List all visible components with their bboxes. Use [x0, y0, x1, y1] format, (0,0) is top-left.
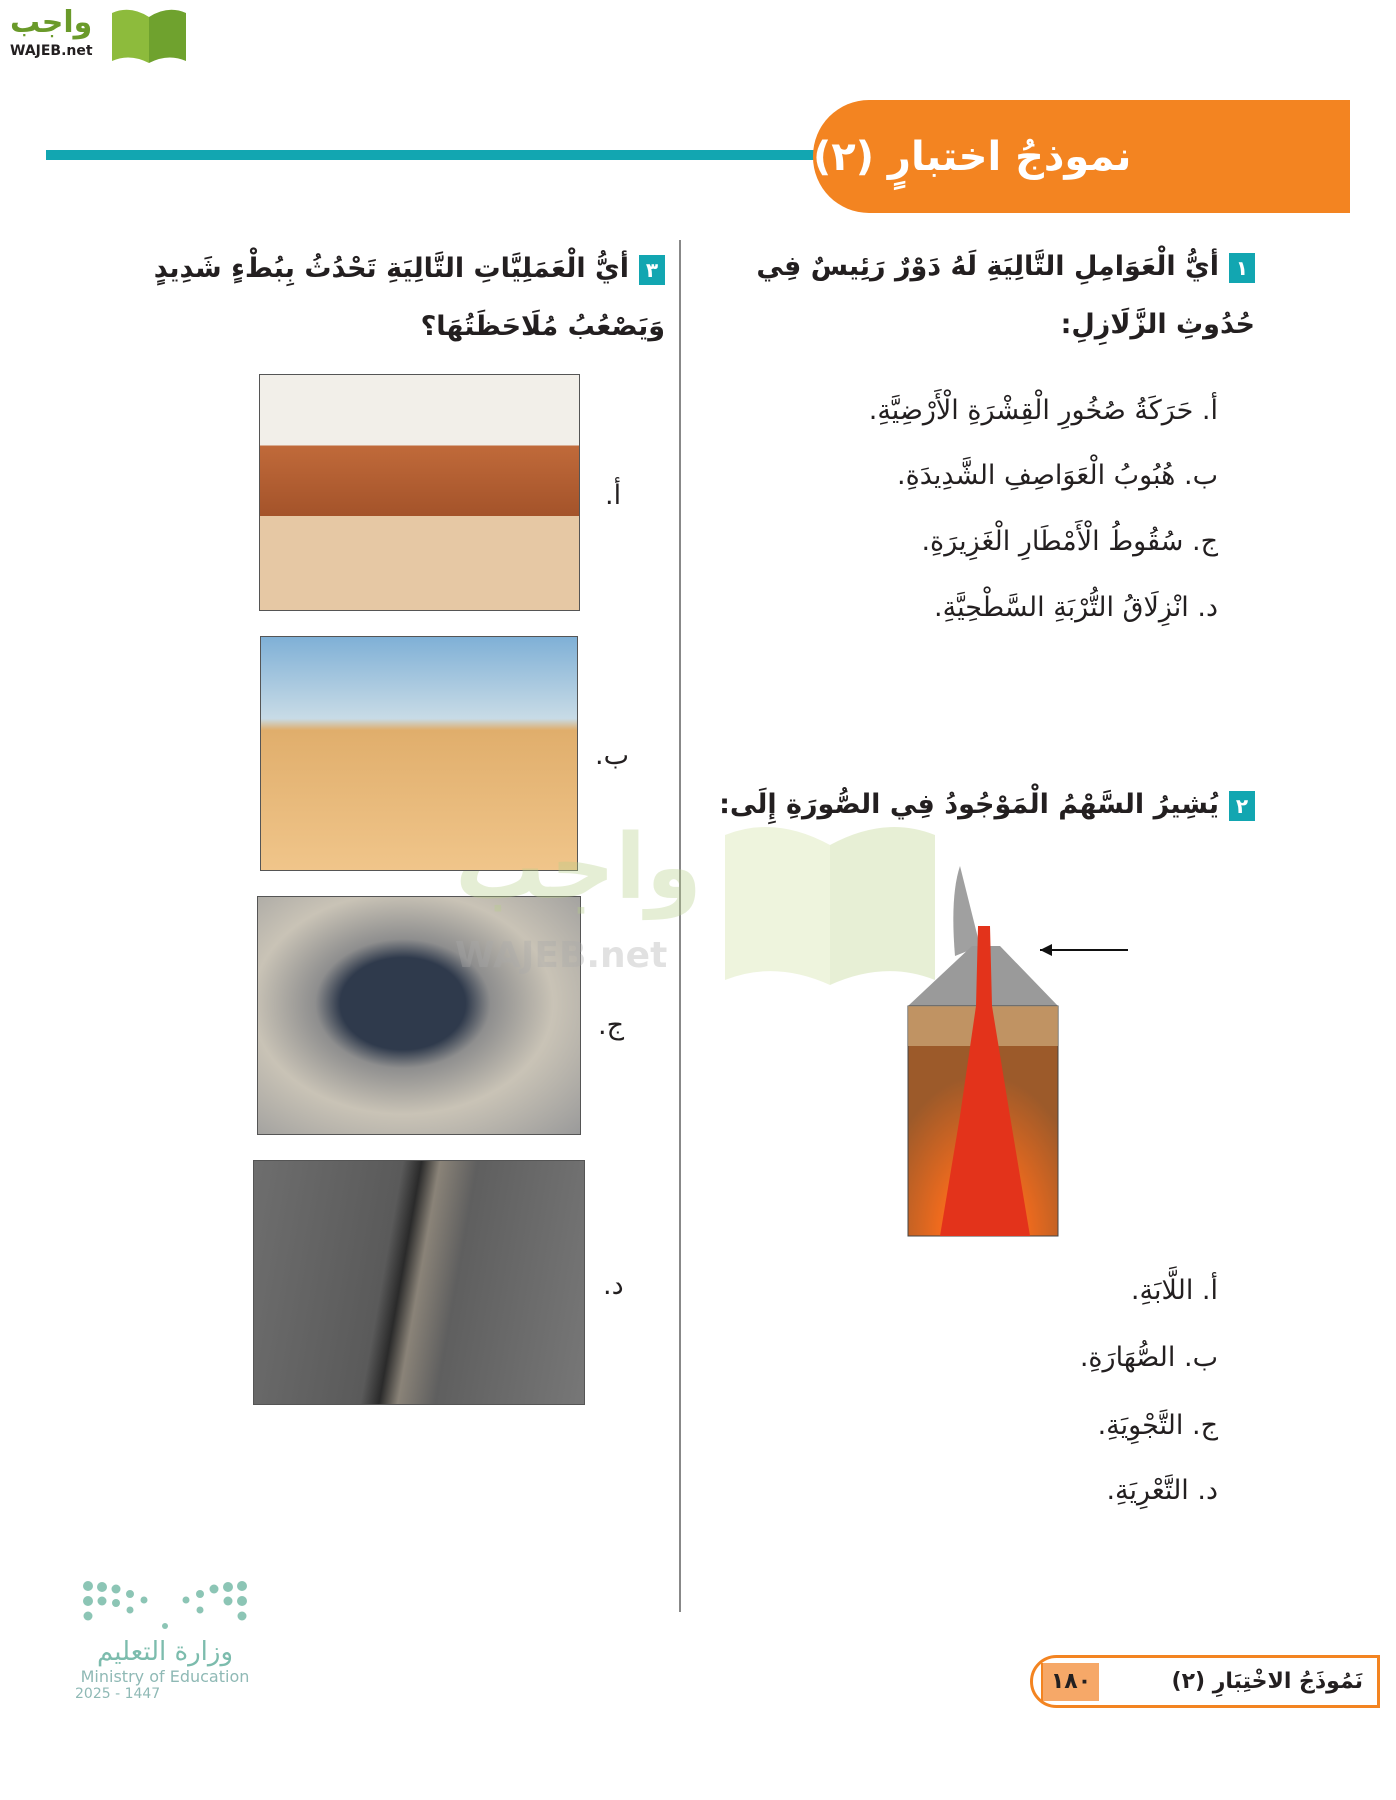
page-number: ١٨٠	[1041, 1663, 1099, 1701]
book-icon	[720, 815, 940, 985]
question-number: ٢	[1229, 791, 1255, 821]
q1-option-a[interactable]: أ. حَرَكَةُ صُخُورِ الْقِشْرَةِ الْأَرْضِيَّةِ.	[868, 395, 1218, 426]
ministry-year: 2025 - 1447	[75, 1686, 161, 1702]
header-rule	[46, 150, 826, 160]
q3-option-d[interactable]: د.	[603, 1270, 624, 1301]
question-text: أيُّ الْعَوَامِلِ التَّالِيَةِ لَهُ دَوْرٌ رَئِيسٌ فِي حُدُوثِ الزَّلَازِلِ:	[756, 251, 1255, 340]
logo-latin: WAJEB.net	[10, 43, 93, 59]
wajeb-logo	[10, 5, 190, 67]
ministry-arabic: وزارة التعليم	[96, 1637, 234, 1667]
question-text: أيُّ الْعَمَلِيَّاتِ التَّالِيَةِ تَحْدُثُ بِبُطْءٍ شَدِيدٍ وَيَصْعُبُ مُلَاحَظَتُهَا؟	[153, 253, 665, 342]
q1-option-b[interactable]: ب. هُبُوبُ الْعَوَاصِفِ الشَّدِيدَةِ.	[897, 460, 1218, 491]
q2-option-d[interactable]: د. التَّعْرِيَةِ.	[1106, 1475, 1218, 1506]
page-footer	[1030, 1655, 1380, 1708]
wajeb-watermark	[455, 815, 945, 995]
watermark-latin: WAJEB.net	[455, 935, 668, 976]
q1-option-d[interactable]: د. انْزِلَاقُ التُّرْبَةِ السَّطْحِيَّةِ.	[934, 592, 1218, 623]
ministry-english: Ministry of Education	[80, 1667, 250, 1686]
q2-option-a[interactable]: أ. اللَّابَةِ.	[1130, 1275, 1218, 1306]
question-1	[715, 238, 1255, 354]
page-title: نموذجُ اختبارٍ (٢)	[813, 100, 1350, 213]
book-icon	[108, 5, 190, 65]
q2-option-c[interactable]: ج. التَّجْوِيَةِ.	[1097, 1410, 1218, 1441]
q2-option-b[interactable]: ب. الصُّهَارَةِ.	[1079, 1342, 1218, 1373]
mushroom-rock-image	[259, 374, 580, 611]
question-number: ٣	[639, 255, 665, 285]
question-text: يُشِيرُ السَّهْمُ الْمَوْجُودُ فِي الصُّورَةِ إِلَى:	[719, 789, 1219, 820]
ministry-logo	[75, 1578, 255, 1702]
q3-option-a[interactable]: أ.	[605, 480, 622, 511]
arrow-icon	[1040, 944, 1052, 956]
ground-crack-image	[253, 1160, 585, 1405]
q1-option-c[interactable]: ج. سُقُوطُ الْأَمْطَارِ الْغَزِيرَةِ.	[921, 526, 1218, 557]
question-3	[130, 240, 665, 356]
watermark-arabic: واجب	[455, 815, 702, 920]
question-number: ١	[1229, 253, 1255, 283]
q3-option-c[interactable]: ج.	[598, 1010, 625, 1041]
q3-option-b[interactable]: ب.	[595, 740, 630, 771]
dots-emblem-icon	[80, 1578, 250, 1633]
footer-title: نَمُوذَجُ الاخْتِبَارِ (٢)	[1171, 1669, 1363, 1694]
logo-arabic: واجب	[10, 5, 93, 40]
